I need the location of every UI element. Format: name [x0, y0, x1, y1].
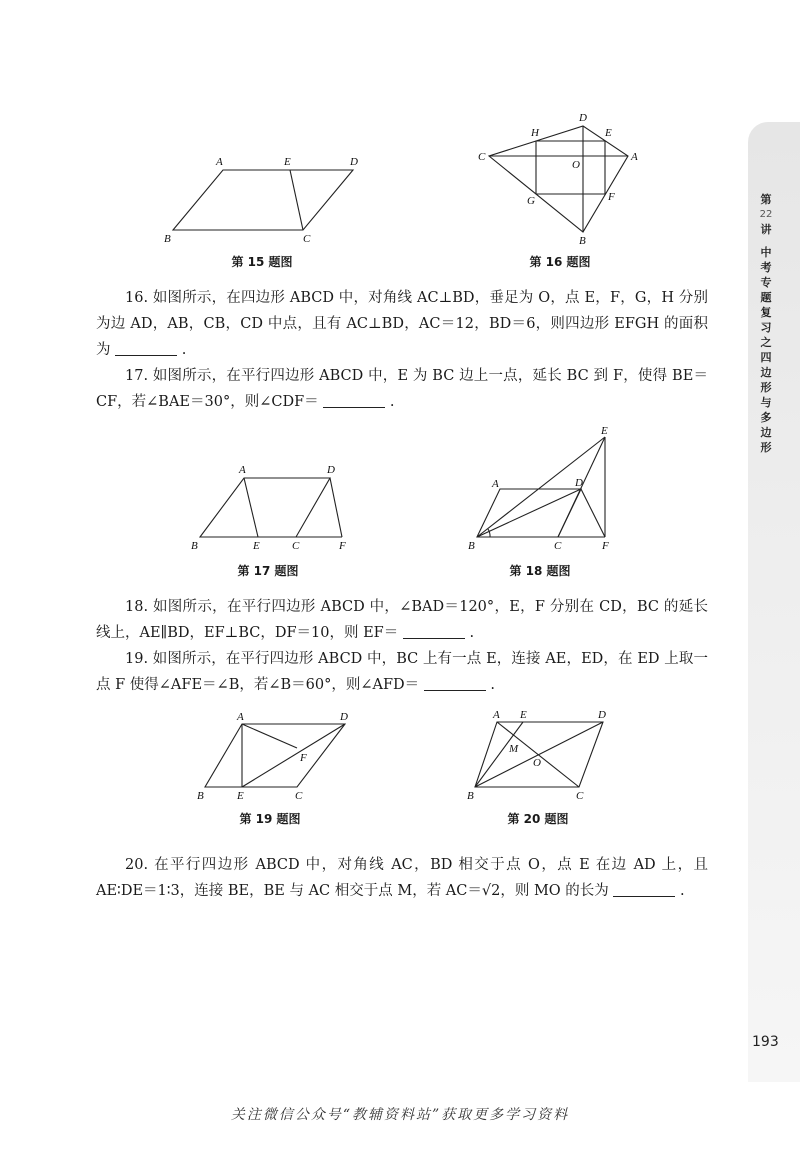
- segment-df: [330, 478, 342, 537]
- label-o: O: [572, 159, 580, 171]
- chapter-title-char: 与: [760, 396, 772, 409]
- parallelogram-abcd: [173, 170, 353, 230]
- chapter-title-char: 专: [760, 276, 772, 289]
- label-g: G: [527, 195, 535, 207]
- problem-18-text: 18. 如图所示，在平行四边形 ABCD 中，∠BAD＝120°，E，F 分别在 CD，BC 的延长线上，AE∥BD，EF⊥BC，DF＝10，则 EF＝: [96, 599, 708, 641]
- label-b: B: [579, 235, 586, 247]
- label-b: B: [468, 540, 475, 552]
- problem-18: [96, 594, 708, 646]
- figure-19-diagram: [195, 708, 365, 808]
- chapter-title-char: 考: [760, 261, 772, 274]
- label-f: F: [300, 752, 307, 764]
- rectangle-efgh: [536, 141, 605, 194]
- label-c: C: [478, 151, 486, 163]
- label-f: F: [602, 540, 609, 552]
- figure-19: [195, 708, 365, 808]
- label-a: A: [492, 478, 499, 490]
- answer-blank-20[interactable]: [613, 882, 675, 897]
- label-f: F: [339, 540, 346, 552]
- figure-20: [460, 706, 625, 806]
- figure-17: [190, 460, 365, 555]
- chapter-title-char: 复: [760, 306, 772, 319]
- chapter-title-char: 题: [760, 291, 772, 304]
- label-c: C: [292, 540, 300, 552]
- problem-19-text: 19. 如图所示，在平行四边形 ABCD 中，BC 上有一点 E，连接 AE，ED，在 ED 上取一点 F 使得∠AFE＝∠B，若∠B＝60°，则∠AFD＝: [96, 651, 708, 693]
- segment-af: [242, 724, 297, 748]
- figure-18: [460, 425, 630, 555]
- chapter-title-char: 边: [760, 426, 772, 439]
- label-m: M: [509, 743, 519, 755]
- answer-blank-16[interactable]: [115, 341, 177, 356]
- problem-18-end: .: [469, 625, 475, 641]
- problem-20: [96, 852, 708, 904]
- problem-17-end: .: [389, 394, 395, 410]
- segment-ed: [242, 724, 345, 787]
- problem-16: [96, 285, 708, 363]
- label-c: C: [303, 233, 311, 245]
- label-a: A: [237, 711, 244, 723]
- figure-16-diagram: [475, 110, 645, 245]
- label-b: B: [164, 233, 171, 245]
- label-e: E: [605, 127, 612, 139]
- quadrilateral-abcd: [489, 126, 628, 232]
- label-b: B: [197, 790, 204, 802]
- answer-blank-17[interactable]: [323, 393, 385, 408]
- problem-16-end: .: [181, 342, 187, 358]
- figure-15-caption: 第 15 题图: [231, 255, 293, 269]
- chapter-side-label: [756, 192, 776, 455]
- label-e: E: [237, 790, 244, 802]
- parallelogram-abcd: [200, 478, 330, 537]
- problem-17-text: 17. 如图所示，在平行四边形 ABCD 中，E 为 BC 边上一点，延长 BC 到 F，使得 BE＝CF，若∠BAE＝30°，则∠CDF＝: [96, 368, 708, 410]
- label-d: D: [340, 711, 348, 723]
- label-d: D: [327, 464, 335, 476]
- chapter-title-char: 形: [760, 441, 772, 454]
- chapter-title-char: 四: [760, 351, 772, 364]
- label-a: A: [239, 464, 246, 476]
- label-d: D: [575, 477, 583, 489]
- chapter-title-char: 习: [760, 321, 772, 334]
- label-e: E: [284, 156, 291, 168]
- lecture-prefix: 第: [760, 193, 772, 206]
- parallelogram-abcd: [205, 724, 345, 787]
- figure-15-diagram: [160, 150, 370, 250]
- label-c: C: [554, 540, 562, 552]
- chapter-title-char: 中: [760, 246, 772, 259]
- chapter-title-char: 形: [760, 381, 772, 394]
- label-o: O: [533, 757, 541, 769]
- label-f: F: [608, 191, 615, 203]
- lecture-suffix: 讲: [760, 223, 772, 236]
- figure-17-caption: 第 17 题图: [237, 564, 299, 578]
- label-a: A: [631, 151, 638, 163]
- figure-19-caption: 第 19 题图: [239, 812, 301, 826]
- label-c: C: [295, 790, 303, 802]
- problem-19: [96, 646, 708, 698]
- segment-ec: [290, 170, 303, 230]
- answer-blank-19[interactable]: [424, 676, 486, 691]
- label-e: E: [253, 540, 260, 552]
- problem-20-end: .: [680, 883, 685, 899]
- page-number: 193: [752, 1034, 779, 1050]
- label-d: D: [598, 709, 606, 721]
- figure-16-caption: 第 16 题图: [529, 255, 591, 269]
- angle-mark-b: [488, 529, 490, 537]
- label-b: B: [191, 540, 198, 552]
- figure-15: [160, 150, 370, 250]
- problem-17: [96, 363, 708, 415]
- figure-16: [475, 110, 645, 245]
- chapter-title-char: 多: [760, 411, 772, 424]
- label-e: E: [601, 425, 608, 437]
- segment-df: [581, 489, 605, 537]
- figure-20-caption: 第 20 题图: [507, 812, 569, 826]
- figure-18-diagram: [460, 425, 630, 555]
- label-b: B: [467, 790, 474, 802]
- lecture-number: 22: [759, 209, 773, 220]
- problem-20-text: 20. 在平行四边形 ABCD 中，对角线 AC，BD 相交于点 O，点 E 在边 AD 上，且 AE∶DE＝1∶3，连接 BE，BE 与 AC 相交于点 M，若 AC＝√2，则 MO 的长为: [96, 857, 708, 899]
- label-a: A: [216, 156, 223, 168]
- label-h: H: [531, 127, 539, 139]
- label-d: D: [350, 156, 358, 168]
- figure-18-caption: 第 18 题图: [509, 564, 571, 578]
- label-a: A: [493, 709, 500, 721]
- footer-promo-text: 关注微信公众号“教辅资料站”获取更多学习资料: [230, 1107, 570, 1123]
- figure-17-diagram: [190, 460, 365, 555]
- figure-20-diagram: [460, 706, 625, 806]
- chapter-title-char: 之: [760, 336, 772, 349]
- label-d: D: [579, 112, 587, 124]
- problem-16-text: 16. 如图所示，在四边形 ABCD 中，对角线 AC⊥BD，垂足为 O，点 E，F，G，H 分别为边 AD，AB，CB，CD 中点，且有 AC⊥BD，AC＝12，BD＝6，则四边形 EFGH 的面积为: [96, 290, 708, 358]
- chapter-title-char: 边: [760, 366, 772, 379]
- answer-blank-18[interactable]: [403, 624, 465, 639]
- label-c: C: [576, 790, 584, 802]
- label-e: E: [520, 709, 527, 721]
- segment-ae: [244, 478, 258, 537]
- problem-19-end: .: [490, 677, 495, 693]
